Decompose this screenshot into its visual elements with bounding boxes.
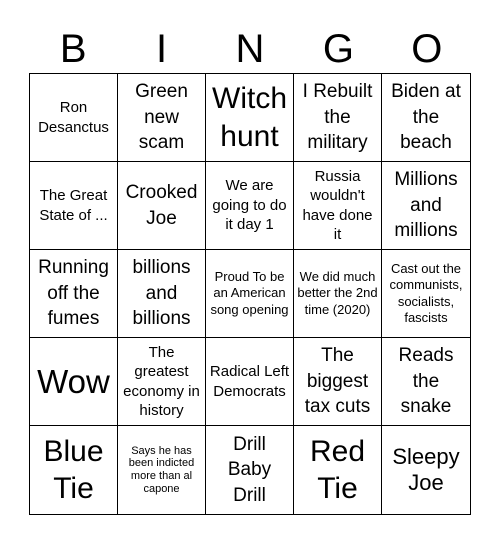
cell-text: The Great State of ... — [39, 187, 108, 224]
bingo-header — [29, 24, 471, 74]
cell-text: Proud To be an American song opening — [210, 269, 289, 317]
cell-text: Ron Desanctus — [38, 99, 109, 136]
bingo-cell[interactable] — [30, 338, 118, 426]
bingo-cell[interactable] — [382, 162, 470, 250]
cell-text: Reads the snake — [398, 345, 454, 418]
cell-text: I Rebuilt the military — [302, 81, 373, 154]
bingo-cell[interactable] — [294, 338, 382, 426]
cell-text: Biden at the beach — [391, 81, 461, 154]
bingo-cell[interactable] — [30, 250, 118, 338]
bingo-cell[interactable] — [118, 250, 206, 338]
bingo-cell[interactable] — [118, 426, 206, 514]
cell-text: The biggest tax cuts — [304, 345, 371, 418]
bingo-cell[interactable] — [206, 426, 294, 514]
bingo-cell[interactable] — [118, 74, 206, 162]
bingo-cell[interactable] — [118, 162, 206, 250]
bingo-cell[interactable] — [382, 426, 470, 514]
cell-text: We did much better the 2nd time (2020) — [297, 269, 378, 317]
cell-text: billions and billions — [132, 257, 191, 330]
cell-text: Green new scam — [135, 81, 188, 154]
bingo-cell[interactable] — [382, 250, 470, 338]
bingo-cell[interactable] — [206, 250, 294, 338]
bingo-cell[interactable] — [206, 338, 294, 426]
bingo-cell[interactable] — [294, 426, 382, 514]
header-letter-o: O — [411, 27, 443, 71]
bingo-cell[interactable] — [206, 162, 294, 250]
cell-text: The greatest economy in history — [123, 343, 200, 419]
bingo-board — [29, 73, 471, 515]
cell-text: Running off the fumes — [38, 257, 109, 330]
cell-text: Russia wouldn't have done it — [302, 167, 373, 243]
bingo-cell[interactable] — [30, 74, 118, 162]
cell-text: Drill Baby Drill — [227, 433, 272, 506]
bingo-cell[interactable] — [294, 74, 382, 162]
bingo-cell[interactable] — [382, 338, 470, 426]
cell-text: We are going to do it day 1 — [212, 177, 287, 234]
cell-text: Sleepy Joe — [392, 443, 460, 495]
header-letter-g: G — [322, 27, 354, 71]
bingo-cell[interactable] — [118, 338, 206, 426]
cell-text: Red Tie — [309, 434, 366, 505]
cell-text: Wow — [37, 362, 110, 400]
bingo-cell[interactable] — [294, 250, 382, 338]
cell-text: Radical Left Democrats — [209, 363, 290, 400]
cell-text: Witch hunt — [212, 82, 287, 153]
header-letter-n: N — [235, 27, 265, 71]
cell-text: Millions and millions — [394, 169, 458, 242]
bingo-cell[interactable] — [30, 162, 118, 250]
cell-text: Crooked Joe — [125, 181, 198, 229]
bingo-cell[interactable] — [30, 426, 118, 514]
bingo-cell[interactable] — [382, 74, 470, 162]
cell-text: Says he has been indicted more than al capone — [128, 444, 195, 495]
cell-text: Cast out the communists, socialists, fascists — [389, 261, 463, 325]
bingo-cell[interactable] — [206, 74, 294, 162]
bingo-cell[interactable] — [294, 162, 382, 250]
header-letter-b: B — [59, 27, 87, 71]
cell-text: Blue Tie — [43, 434, 104, 505]
header-letter-i: I — [156, 27, 168, 71]
